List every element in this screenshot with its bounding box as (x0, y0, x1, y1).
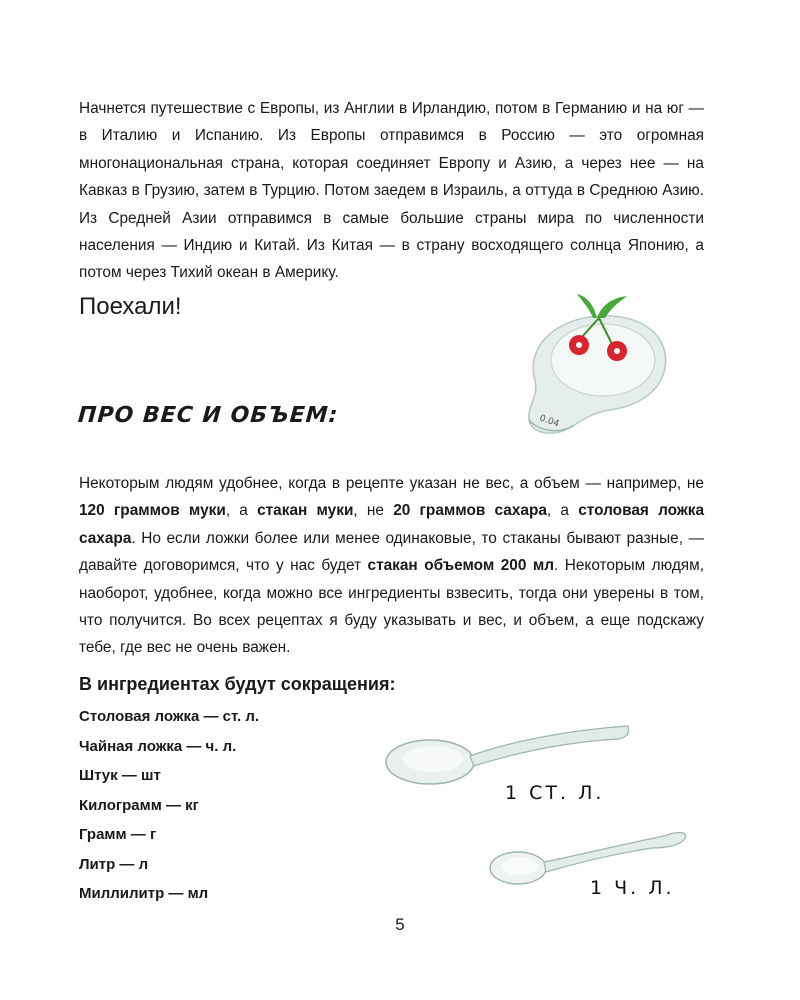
list-item: Чайная ложка — ч. л. (79, 737, 237, 755)
leaf-icon (597, 296, 627, 318)
list-item: Грамм — г (79, 826, 157, 843)
list-item: Килограмм — кг (79, 796, 199, 814)
text-run: , а (225, 502, 258, 520)
weight-volume-heading: ПРО ВЕС И ОБЪЕМ: (77, 403, 340, 428)
text-run: , не (353, 502, 394, 520)
text-run: . Некоторым людям, наоборот, удобнее, когда можно все ингредиенты взвесить, тогда они уверены в том, что получится. Во всех рецептах я буду указывать и вес, и объем, а еще подскажу тебе, где вес не очень важен. (79, 557, 704, 657)
bold-phrase: столовая ложка сахара (79, 502, 705, 547)
text-run: Некоторым людям удобнее, когда в рецепте указан не вес, а объем — например, не (79, 475, 704, 492)
list-item: Штук — шт (79, 767, 161, 784)
bold-phrase: 20 граммов сахара (393, 502, 547, 520)
text-run: . Но если ложки более или менее одинаковые, то стаканы бывают разные, — давайте договоримся, что у нас будет (79, 529, 704, 575)
text-run: , а (546, 502, 579, 520)
list-item: Столовая ложка — ст. л. (79, 708, 260, 725)
measuring-cup-cherries-illustration (515, 288, 675, 448)
tablespoon-label: 1 СТ. Л. (505, 782, 605, 804)
bold-phrase: стакан объемом 200 мл (367, 557, 554, 575)
teaspoon-label: 1 Ч. Л. (590, 877, 675, 899)
weight-volume-paragraph (79, 470, 704, 662)
intro-paragraph: Начнется путешествие с Европы, из Англии в Ирландию, потом в Германию и на юг — в Италию и Испанию. Из Европы отправимся в Россию — это огромная многонациональная страна, которая соединяет Европу и Азию, а через нее — на Кавказ в Грузию, затем в Турцию. Потом заедем в Израиль, а оттуда в Среднюю Азию. Из Средней Азии отправимся в самые большие страны мира по численности населения — Индию и Китай. Из Китая — в страну восходящего солнца Японию, а потом через Тихий океан в Америку. (79, 100, 704, 282)
bold-phrase: 120 граммов муки (79, 502, 226, 520)
list-item: Литр — л (79, 855, 149, 873)
abbreviations-list (79, 706, 259, 913)
abbreviations-title: В ингредиентах будут сокращения: (79, 674, 396, 694)
lets-go-heading: Поехали! (79, 293, 182, 320)
tablespoon-illustration (378, 712, 638, 792)
page-number: 5 (395, 915, 405, 934)
bold-phrase: стакан муки (257, 502, 354, 520)
list-item: Миллилитр — мл (79, 885, 209, 902)
cup-label: 0.04 (537, 413, 561, 430)
